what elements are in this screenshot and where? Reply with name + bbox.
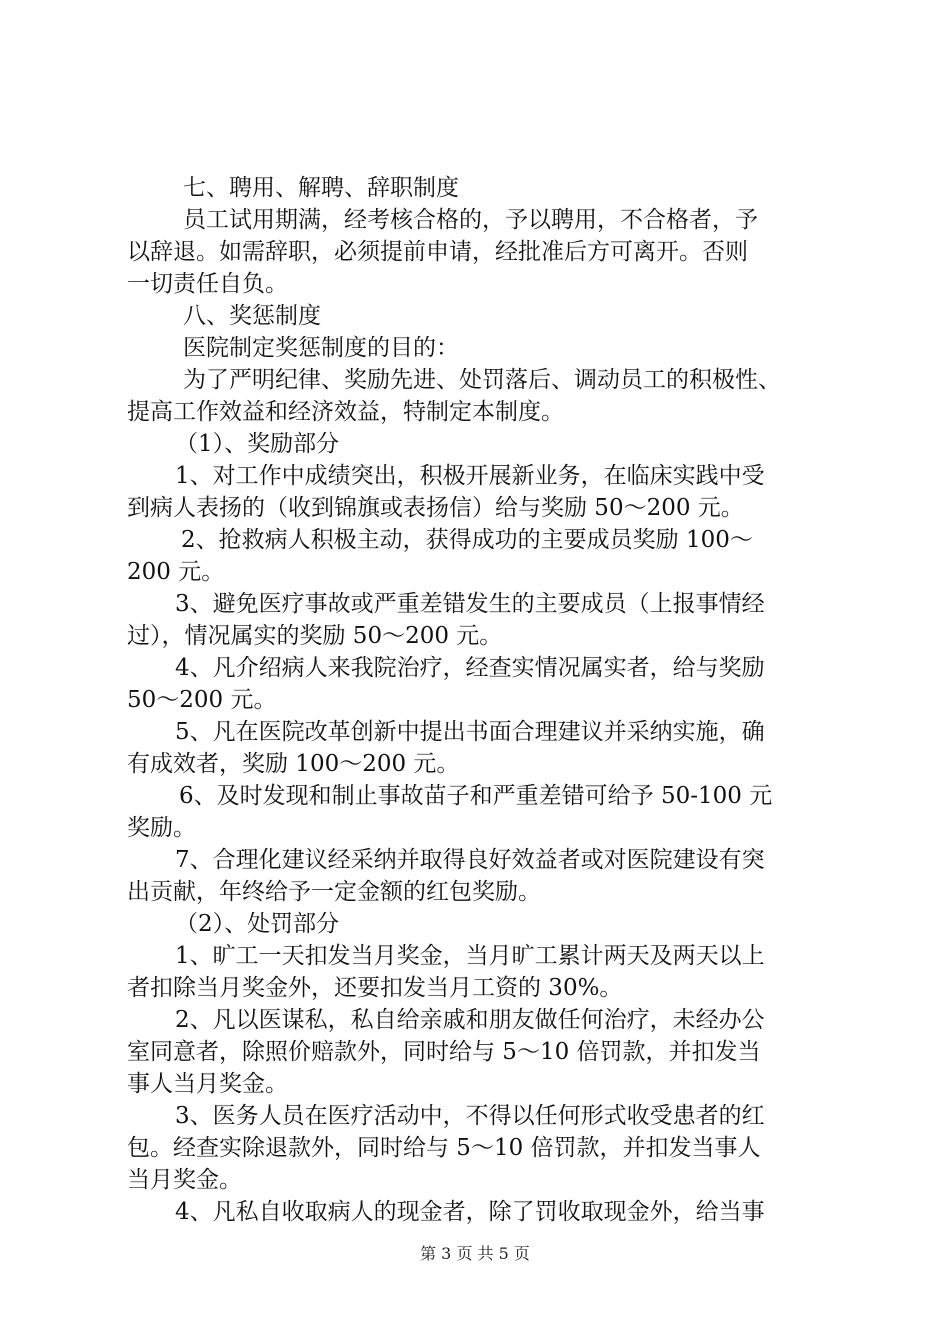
document-line: 3、医务人员在医疗活动中，不得以任何形式收受患者的红	[175, 1103, 765, 1129]
document-line: 包。经查实除退款外，同时给与 5～10 倍罚款，并扣发当事人	[127, 1135, 761, 1161]
document-line: 医院制定奖惩制度的目的：	[183, 335, 459, 361]
document-line: 七、聘用、解聘、辞职制度	[183, 175, 459, 201]
document-line: 有成效者，奖励 100～200 元。	[127, 751, 460, 777]
document-line: 奖励。	[127, 815, 196, 841]
document-line: 以辞退。如需辞职，必须提前申请，经批准后方可离开。否则	[127, 239, 748, 265]
document-line: 室同意者，除照价赔款外，同时给与 5～10 倍罚款，并扣发当	[127, 1039, 761, 1065]
document-line: 过），情况属实的奖励 50～200 元。	[127, 623, 503, 649]
document-line: 一切责任自负。	[127, 271, 288, 297]
document-line: 7、合理化建议经采纳并取得良好效益者或对医院建设有突	[175, 847, 765, 873]
document-line: （2）、处罚部分	[175, 911, 340, 937]
document-line: 4、凡介绍病人来我院治疗，经查实情况属实者，给与奖励	[175, 655, 765, 681]
document-line: （1）、奖励部分	[175, 431, 340, 457]
document-line: 6、及时发现和制止事故苗子和严重差错可给予 50-100 元	[179, 783, 773, 809]
document-line: 1、对工作中成绩突出，积极开展新业务，在临床实践中受	[175, 463, 765, 489]
document-line: 3、避免医疗事故或严重差错发生的主要成员（上报事情经	[175, 591, 765, 617]
document-body	[127, 172, 837, 1228]
document-line: 八、奖惩制度	[183, 303, 321, 329]
document-line: 5、凡在医院改革创新中提出书面合理建议并采纳实施，确	[175, 719, 765, 745]
document-line: 出贡献，年终给予一定金额的红包奖励。	[127, 879, 541, 905]
document-line: 50～200 元。	[127, 687, 277, 713]
document-line: 事人当月奖金。	[127, 1071, 288, 1097]
document-line: 4、凡私自收取病人的现金者，除了罚收取现金外，给当事	[175, 1199, 765, 1225]
document-line: 2、凡以医谋私，私自给亲戚和朋友做任何治疗，未经办公	[175, 1007, 765, 1033]
document-line: 当月奖金。	[127, 1167, 242, 1193]
document-line: 200 元。	[127, 559, 225, 585]
document-line: 为了严明纪律、奖励先进、处罚落后、调动员工的积极性、	[183, 367, 781, 393]
document-line: 员工试用期满，经考核合格的，予以聘用，不合格者，予	[183, 207, 758, 233]
page-footer: 第 3 页 共 5 页	[420, 1244, 530, 1263]
document-line: 者扣除当月奖金外，还要扣发当月工资的 30%。	[127, 975, 623, 1001]
document-line: 提高工作效益和经济效益，特制定本制度。	[127, 399, 564, 425]
document-line: 2、抢救病人积极主动，获得成功的主要成员奖励 100～	[181, 527, 753, 553]
document-line: 1、旷工一天扣发当月奖金，当月旷工累计两天及两天以上	[175, 943, 765, 969]
document-line: 到病人表扬的（收到锦旗或表扬信）给与奖励 50～200 元。	[127, 495, 744, 521]
